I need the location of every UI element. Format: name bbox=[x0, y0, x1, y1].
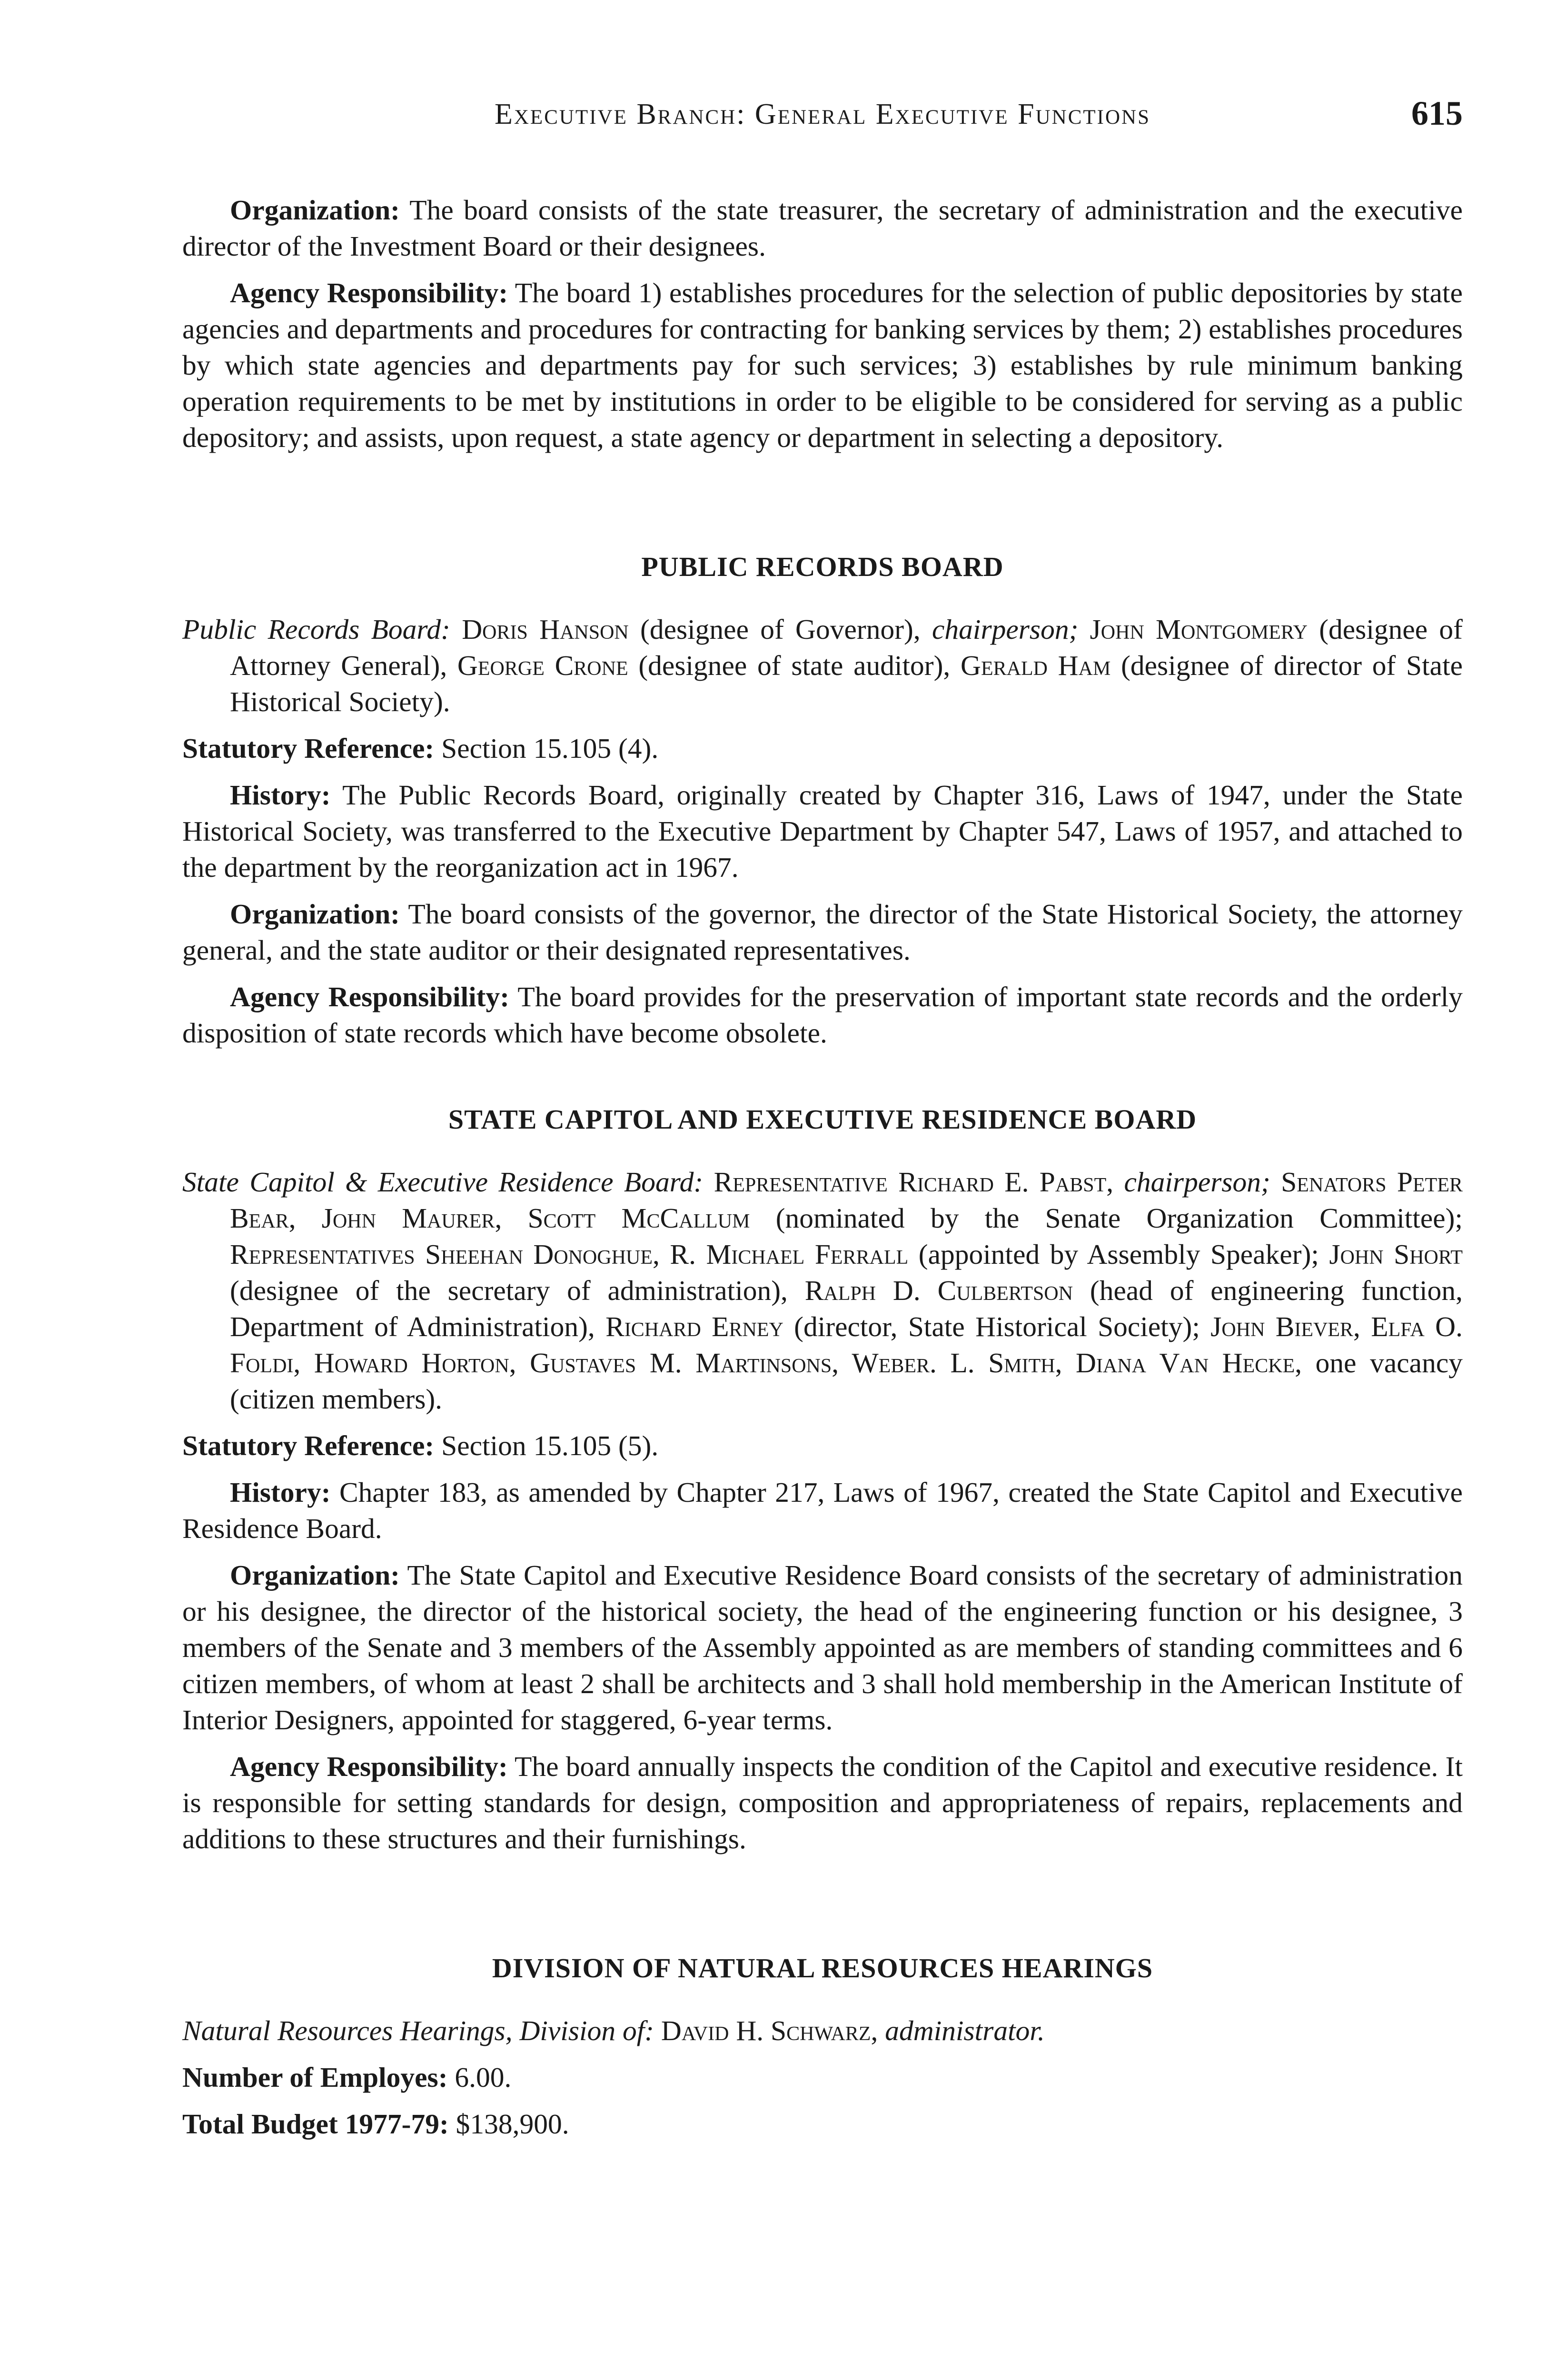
history-text: Chapter 183, as amended by Chapter 217, Laws of 1967, created the State Capitol and Executive Residence Board. bbox=[182, 1477, 1463, 1544]
senator-names: Senators Peter Bear, John Maurer, Scott McCallum bbox=[230, 1166, 1463, 1234]
state-capitol-organization bbox=[182, 1557, 1463, 1738]
organization-label: Organization: bbox=[230, 1559, 400, 1591]
organization-label: Organization: bbox=[230, 194, 400, 226]
member-role: (designee of the secretary of administration), bbox=[230, 1275, 788, 1306]
state-capitol-board-heading: STATE CAPITOL AND EXECUTIVE RESIDENCE BOARD bbox=[448, 1104, 1197, 1135]
citizen-member-names: John Biever, Elfa O. Foldi, Howard Horton, Gustaves M. Martinsons, Weber. L. Smith, Diana Van Hecke, bbox=[230, 1311, 1463, 1378]
members-title: Public Records Board: bbox=[182, 614, 450, 645]
public-records-board-heading: PUBLIC RECORDS BOARD bbox=[641, 551, 1004, 582]
budget-label: Total Budget 1977-79: bbox=[182, 2108, 449, 2140]
running-title: Executive Branch: General Executive Functions bbox=[495, 98, 1150, 130]
chairperson-label: chairperson; bbox=[932, 614, 1079, 645]
representative-names: Representatives Sheehan Donoghue, R. Michael Ferrall bbox=[230, 1239, 909, 1270]
organization-text: The State Capitol and Executive Residence Board consists of the secretary of administration or his designee, the director of the historical society, the head of the engineering function or his designee, 3 members of the Senate and 3 members of the Assembly appointed as are members of standing committees and 6 citizen members, of whom at least 2 shall be architects and 3 shall hold membership in the American Institute of Interior Designers, appointed for staggered, 6-year terms. bbox=[182, 1559, 1463, 1735]
public-records-statutory-reference bbox=[182, 730, 1463, 766]
agency-responsibility-label: Agency Responsibility: bbox=[230, 277, 508, 308]
member-role: (designee of Governor), bbox=[640, 614, 921, 645]
statutory-reference-text: Section 15.105 (4). bbox=[441, 733, 659, 764]
state-capitol-statutory-reference bbox=[182, 1428, 1463, 1464]
organization-text: The board consists of the governor, the director of the State Historical Society, the attorney general, and the state auditor or their designated representatives. bbox=[182, 898, 1463, 966]
state-capitol-agency-responsibility bbox=[182, 1748, 1463, 1857]
history-text: The Public Records Board, originally created by Chapter 316, Laws of 1947, under the State Historical Society, was transferred to the Executive Department by Chapter 547, Laws of 1957, and attached to the department by the reorganization act in 1967. bbox=[182, 779, 1463, 883]
member-name: Doris Hanson bbox=[462, 614, 629, 645]
public-records-members bbox=[182, 611, 1463, 720]
members-title: State Capitol & Executive Residence Board: bbox=[182, 1166, 704, 1198]
intro-agency-responsibility-paragraph bbox=[182, 275, 1463, 456]
statutory-reference-label: Statutory Reference: bbox=[182, 733, 435, 764]
agency-responsibility-text: The board annually inspects the condition of the Capitol and executive residence. It is responsible for setting standards for design, composition and appropriateness of repairs, replacements and additions to these structures and their furnishings. bbox=[182, 1751, 1463, 1854]
agency-responsibility-text: The board provides for the preservation of important state records and the orderly disposition of state records which have become obsolete. bbox=[182, 981, 1463, 1049]
employes-label: Number of Employes: bbox=[182, 2062, 448, 2093]
employes-value: 6.00. bbox=[455, 2062, 512, 2093]
member-name: John Montgomery bbox=[1090, 614, 1308, 645]
total-budget bbox=[182, 2106, 1463, 2142]
member-name: David H. Schwarz, bbox=[661, 2015, 878, 2046]
intro-organization-paragraph bbox=[182, 192, 1463, 264]
chairperson-label: chairperson; bbox=[1124, 1166, 1270, 1198]
page-body bbox=[182, 192, 1463, 2142]
member-role: (designee of director of State Historical Society). bbox=[230, 650, 1463, 717]
state-capitol-history bbox=[182, 1474, 1463, 1547]
member-role: administrator. bbox=[885, 2015, 1045, 2046]
member-name: Gerald Ham bbox=[961, 650, 1111, 681]
member-role: (appointed by Assembly Speaker); bbox=[918, 1239, 1319, 1270]
member-name: George Crone bbox=[457, 650, 628, 681]
member-name: Ralph D. Culbertson bbox=[804, 1275, 1073, 1306]
agency-responsibility-label: Agency Responsibility: bbox=[230, 981, 510, 1012]
public-records-organization bbox=[182, 896, 1463, 968]
number-of-employes bbox=[182, 2059, 1463, 2095]
members-title: Natural Resources Hearings, Division of: bbox=[182, 2015, 654, 2046]
natural-resources-heading: DIVISION OF NATURAL RESOURCES HEARINGS bbox=[492, 1953, 1153, 1983]
member-name: Richard Erney bbox=[605, 1311, 783, 1342]
state-capitol-members bbox=[182, 1164, 1463, 1417]
member-role: one vacancy (citizen members). bbox=[230, 1347, 1463, 1415]
organization-label: Organization: bbox=[230, 898, 400, 930]
running-header bbox=[182, 94, 1463, 140]
member-role: (head of engineering function, Department of Administration), bbox=[230, 1275, 1463, 1342]
agency-responsibility-text: The board 1) establishes procedures for the selection of public depositories by state agencies and departments and procedures for contracting for banking services by them; 2) establishes procedures by which state agencies and departments pay for such services; 3) establishes by rule minimum banking operation requirements to be met by institutions in order to be eligible to be considered for serving as a public depository; and assists, upon request, a state agency or department in selecting a depository. bbox=[182, 277, 1463, 453]
member-name: John Short bbox=[1329, 1239, 1463, 1270]
public-records-agency-responsibility bbox=[182, 979, 1463, 1051]
organization-text: The board consists of the state treasurer, the secretary of administration and the executive director of the Investment Board or their designees. bbox=[182, 194, 1463, 262]
natural-resources-members bbox=[182, 2013, 1463, 2049]
member-role: (designee of Attorney General), bbox=[230, 614, 1463, 681]
statutory-reference-label: Statutory Reference: bbox=[182, 1430, 435, 1461]
member-name: Representative Richard E. Pabst, bbox=[714, 1166, 1114, 1198]
member-role: (designee of state auditor), bbox=[638, 650, 951, 681]
agency-responsibility-label: Agency Responsibility: bbox=[230, 1751, 508, 1782]
history-label: History: bbox=[230, 779, 331, 811]
page-number: 615 bbox=[1411, 94, 1463, 132]
budget-value: $138,900. bbox=[456, 2108, 569, 2140]
statutory-reference-text: Section 15.105 (5). bbox=[441, 1430, 659, 1461]
member-role: (director, State Historical Society); bbox=[794, 1311, 1200, 1342]
history-label: History: bbox=[230, 1477, 331, 1508]
member-role: (nominated by the Senate Organization Committee); bbox=[775, 1202, 1463, 1234]
public-records-history bbox=[182, 777, 1463, 885]
